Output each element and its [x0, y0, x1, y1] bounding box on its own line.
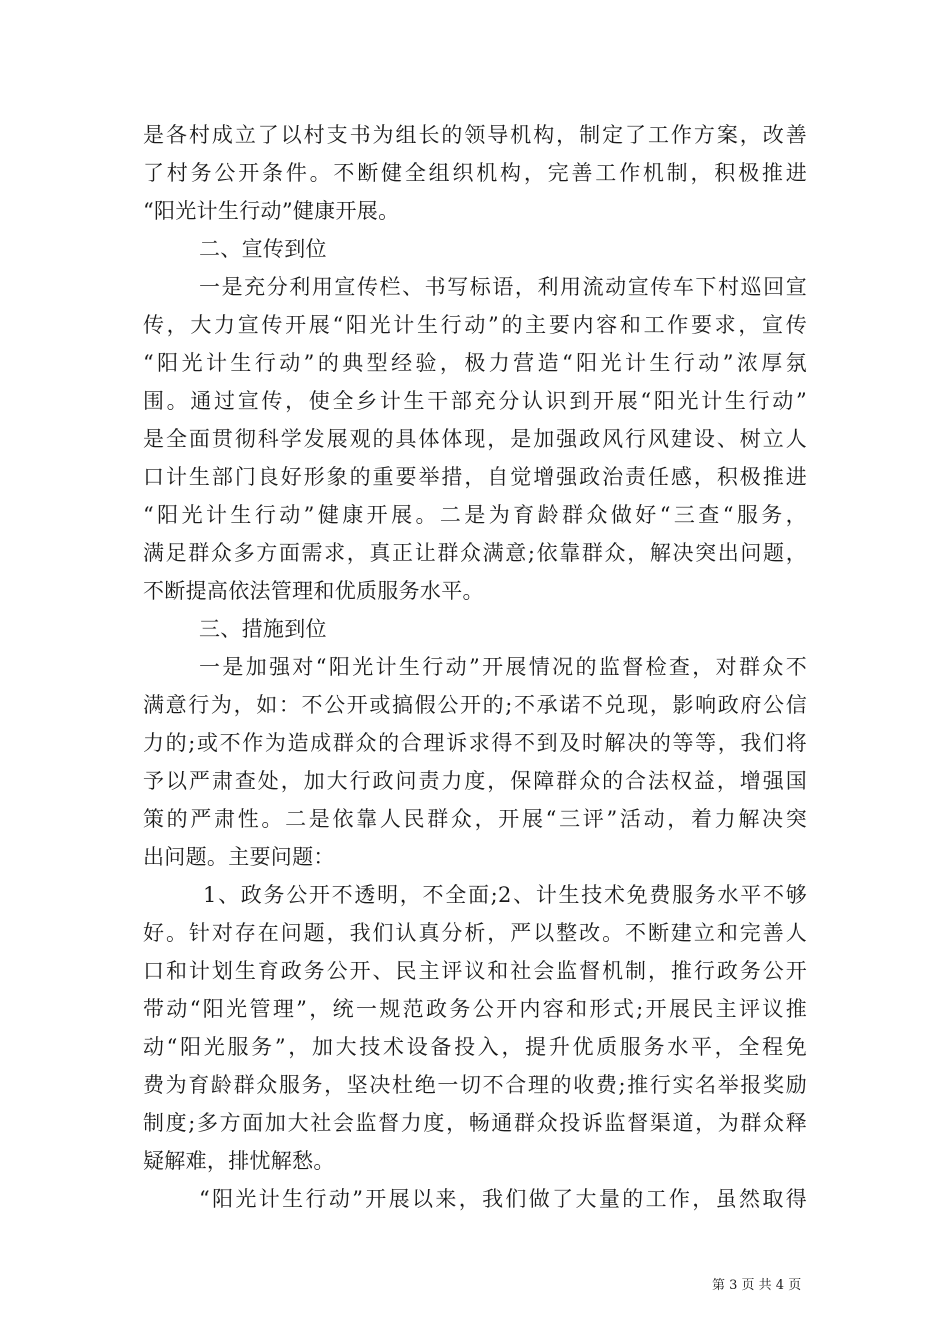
paragraph-line: 满足群众多方面需求，真正让群众满意;依靠群众，解决突出问题，	[143, 541, 807, 565]
paragraph-line: 是各村成立了以村支书为组长的领导机构，制定了工作方案，改善	[143, 123, 807, 147]
paragraph-line: 动“阳光服务”，加大技术设备投入，提升优质服务水平，全程免	[143, 1035, 807, 1059]
paragraph-line: “阳光计生行动”开展以来，我们做了大量的工作，虽然取得	[199, 1187, 807, 1211]
paragraph-line: 力的;或不作为造成群众的合理诉求得不到及时解决的等等，我们将	[143, 731, 807, 755]
paragraph-line: 满意行为，如：不公开或搞假公开的;不承诺不兑现，影响政府公信	[143, 693, 807, 717]
paragraph-line: 传，大力宣传开展“阳光计生行动”的主要内容和工作要求，宣传	[143, 313, 807, 337]
paragraph-line: 围。通过宣传，使全乡计生干部充分认识到开展“阳光计生行动”	[143, 389, 807, 413]
paragraph-line: “阳光计生行动”的典型经验，极力营造“阳光计生行动”浓厚氛	[143, 351, 807, 375]
paragraph-line: 是全面贯彻科学发展观的具体体现，是加强政风行风建设、树立人	[143, 427, 807, 451]
paragraph-line: 予以严肃查处，加大行政问责力度，保障群众的合法权益，增强国	[143, 769, 807, 793]
paragraph-line: 一是充分利用宣传栏、书写标语，利用流动宣传车下村巡回宣	[199, 275, 807, 299]
section-heading: 三、措施到位	[199, 617, 327, 641]
paragraph-line: 1、政务公开不透明，不全面;2、计生技术免费服务水平不够	[203, 883, 807, 907]
paragraph-line: 费为育龄群众服务，坚决杜绝一切不合理的收费;推行实名举报奖励	[143, 1073, 807, 1097]
paragraph-line: 不断提高依法管理和优质服务水平。	[143, 579, 484, 603]
paragraph-line: 制度;多方面加大社会监督力度，畅通群众投诉监督渠道，为群众释	[143, 1111, 807, 1135]
paragraph-line: 好。针对存在问题，我们认真分析，严以整改。不断建立和完善人	[143, 921, 807, 945]
section-heading: 二、宣传到位	[199, 237, 327, 261]
paragraph-line: 一是加强对“阳光计生行动”开展情况的监督检查，对群众不	[199, 655, 807, 679]
paragraph-line: 疑解难，排忧解愁。	[143, 1149, 335, 1173]
paragraph-line: 口和计划生育政务公开、民主评议和社会监督机制，推行政务公开	[143, 959, 807, 983]
paragraph-line: “阳光计生行动”健康开展。二是为育龄群众做好“三查“服务，	[143, 503, 807, 527]
paragraph-line: 出问题。主要问题：	[143, 845, 335, 869]
paragraph-line: 带动“阳光管理”，统一规范政务公开内容和形式;开展民主评议推	[143, 997, 807, 1021]
paragraph-line: 了村务公开条件。不断健全组织机构，完善工作机制，积极推进	[143, 161, 807, 185]
paragraph-line: 策的严肃性。二是依靠人民群众，开展“三评”活动，着力解决突	[143, 807, 807, 831]
page-number: 第 3 页 共 4 页	[712, 1278, 802, 1293]
paragraph-line: “阳光计生行动”健康开展。	[143, 199, 400, 223]
paragraph-line: 口计生部门良好形象的重要举措，自觉增强政治责任感，积极推进	[143, 465, 807, 489]
